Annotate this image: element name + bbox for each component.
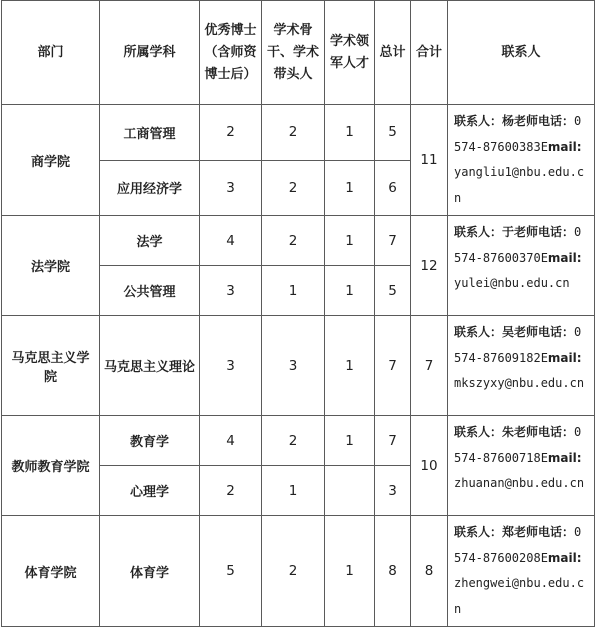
recruitment-table: [1, 0, 595, 627]
total-cell: 6: [375, 160, 411, 216]
contact-mail-label: mail:: [547, 550, 582, 565]
contact-mail: zhengwei@nbu.edu.cn: [454, 576, 585, 616]
dept-cell: 教师教育学院: [2, 416, 100, 516]
contact-cell: [448, 216, 595, 316]
table-row: [2, 316, 595, 416]
header-total: 总计: [375, 1, 411, 105]
excellent-phd-cell: 4: [200, 216, 262, 266]
table-row: [2, 416, 595, 466]
contact-phone-label: 话：: [550, 225, 575, 239]
dept-cell: 体育学院: [2, 516, 100, 627]
backbone-cell: 2: [262, 516, 325, 627]
dept-cell: 法学院: [2, 216, 100, 316]
table-row: [2, 105, 595, 161]
header-sum: 合计: [411, 1, 448, 105]
total-cell: 3: [375, 466, 411, 516]
leader-cell: 1: [325, 160, 375, 216]
discipline-cell: 体育学: [100, 516, 200, 627]
total-cell: 8: [375, 516, 411, 627]
excellent-phd-cell: 3: [200, 160, 262, 216]
contact-person: 联系人：杨老师电: [454, 114, 551, 128]
header-dept: 部门: [2, 1, 100, 105]
discipline-cell: 马克思主义理论: [100, 316, 200, 416]
excellent-phd-cell: 3: [200, 266, 262, 316]
contact-person: 联系人：于老师电: [454, 225, 551, 239]
contact-phone-label: 话：: [550, 325, 575, 339]
backbone-cell: 3: [262, 316, 325, 416]
contact-phone-label: 话：: [550, 425, 575, 439]
contact-phone-label: 话：: [550, 114, 575, 128]
discipline-cell: 法学: [100, 216, 200, 266]
contact-phone: 0574-87600383E: [454, 114, 582, 154]
sum-cell: 12: [411, 216, 448, 316]
backbone-cell: 1: [262, 466, 325, 516]
contact-person: 联系人：朱老师电: [454, 425, 551, 439]
table-body: [2, 1, 595, 627]
contact-phone: 0574-87600208E: [454, 525, 582, 565]
contact-mail: mkszyxy@nbu.edu.cn: [454, 376, 585, 390]
leader-cell: 1: [325, 216, 375, 266]
discipline-cell: 公共管理: [100, 266, 200, 316]
total-cell: 5: [375, 105, 411, 161]
header-contact: 联系人: [448, 1, 595, 105]
excellent-phd-cell: 5: [200, 516, 262, 627]
leader-cell: 1: [325, 416, 375, 466]
contact-phone: 0574-87600718E: [454, 425, 582, 465]
leader-cell: 1: [325, 516, 375, 627]
excellent-phd-cell: 3: [200, 316, 262, 416]
contact-cell: [448, 516, 595, 627]
contact-phone-label: 话：: [550, 525, 575, 539]
backbone-cell: 2: [262, 160, 325, 216]
header-row: [2, 1, 595, 105]
discipline-cell: 工商管理: [100, 105, 200, 161]
contact-mail: zhuanan@nbu.edu.cn: [454, 476, 585, 490]
total-cell: 5: [375, 266, 411, 316]
backbone-cell: 1: [262, 266, 325, 316]
sum-cell: 7: [411, 316, 448, 416]
excellent-phd-cell: 2: [200, 466, 262, 516]
header-excellent-phd: 优秀博士（含师资博士后）: [200, 1, 262, 105]
contact-mail: yulei@nbu.edu.cn: [454, 276, 570, 290]
contact-mail-label: mail:: [547, 139, 582, 154]
contact-mail-label: mail:: [547, 350, 582, 365]
leader-cell: 1: [325, 105, 375, 161]
dept-cell: 商学院: [2, 105, 100, 216]
discipline-cell: 心理学: [100, 466, 200, 516]
table-row: [2, 516, 595, 627]
contact-cell: [448, 105, 595, 216]
sum-cell: 8: [411, 516, 448, 627]
leader-cell: [325, 466, 375, 516]
discipline-cell: 教育学: [100, 416, 200, 466]
header-leader: 学术领军人才: [325, 1, 375, 105]
contact-mail-label: mail:: [547, 250, 582, 265]
contact-cell: [448, 316, 595, 416]
discipline-cell: 应用经济学: [100, 160, 200, 216]
header-backbone: 学术骨干、学术带头人: [262, 1, 325, 105]
contact-cell: [448, 416, 595, 516]
contact-phone: 0574-87600370E: [454, 225, 582, 265]
total-cell: 7: [375, 416, 411, 466]
total-cell: 7: [375, 216, 411, 266]
total-cell: 7: [375, 316, 411, 416]
dept-cell: 马克思主义学院: [2, 316, 100, 416]
sum-cell: 10: [411, 416, 448, 516]
excellent-phd-cell: 2: [200, 105, 262, 161]
table-row: [2, 216, 595, 266]
leader-cell: 1: [325, 266, 375, 316]
contact-mail-label: mail:: [547, 450, 582, 465]
contact-person: 联系人：郑老师电: [454, 525, 551, 539]
contact-person: 联系人：吴老师电: [454, 325, 551, 339]
backbone-cell: 2: [262, 416, 325, 466]
contact-mail: yangliu1@nbu.edu.cn: [454, 165, 585, 205]
backbone-cell: 2: [262, 216, 325, 266]
backbone-cell: 2: [262, 105, 325, 161]
sum-cell: 11: [411, 105, 448, 216]
excellent-phd-cell: 4: [200, 416, 262, 466]
leader-cell: 1: [325, 316, 375, 416]
contact-phone: 0574-87609182E: [454, 325, 582, 365]
header-discipline: 所属学科: [100, 1, 200, 105]
